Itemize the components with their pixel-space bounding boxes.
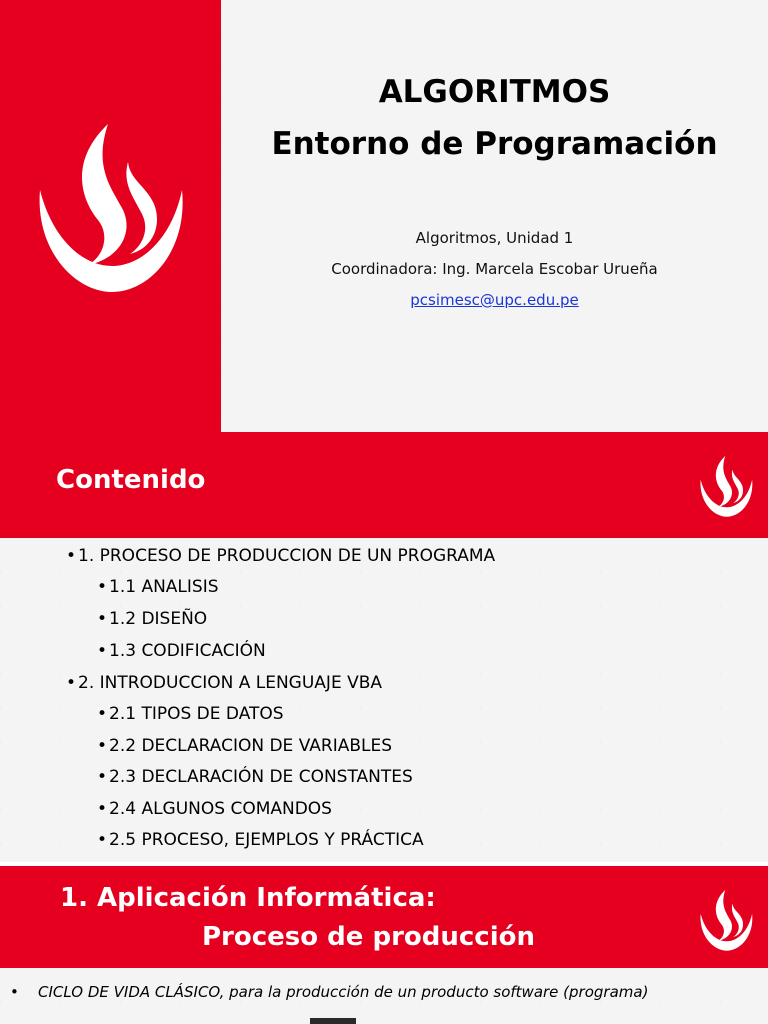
list-item: • 1. PROCESO DE PRODUCCION DE UN PROGRAMA [66, 546, 496, 566]
slide-heading-line1: 1. Aplicación Informática: [60, 883, 436, 913]
header-band [0, 432, 768, 538]
slide-subtitle: Entorno de Programación [271, 126, 718, 162]
coordinator-label: Coordinadora: Ing. Marcela Escobar Urueña [331, 260, 658, 278]
slide-background [221, 0, 768, 432]
course-label: Algoritmos, Unidad 1 [415, 229, 574, 247]
list-item: • 2. INTRODUCCION A LENGUAJE VBA [66, 673, 383, 693]
contents-body [0, 538, 768, 862]
header-band [0, 866, 768, 968]
process-body [0, 968, 768, 1024]
list-item: • 1.1 ANALISIS [97, 577, 219, 597]
process-slide [0, 866, 768, 1024]
slide-heading-line2: Proceso de producción [202, 922, 535, 952]
list-item: • 2.5 PROCESO, EJEMPLOS Y PRÁCTICA [97, 830, 424, 850]
list-item: • 2.1 TIPOS DE DATOS [97, 704, 284, 724]
list-item: • 2.4 ALGUNOS COMANDOS [97, 799, 332, 819]
contents-slide [0, 432, 768, 862]
upc-logo-icon [697, 454, 755, 520]
list-item: • 2.3 DECLARACIÓN DE CONSTANTES [97, 767, 413, 787]
email-link[interactable]: pcsimesc@upc.edu.pe [410, 291, 579, 309]
image-fragment [310, 1018, 356, 1024]
list-item: • 1.3 CODIFICACIÓN [97, 641, 266, 661]
upc-logo-icon [697, 888, 755, 954]
brand-panel [0, 0, 221, 432]
slide-heading: Contenido [56, 465, 206, 495]
list-item: • CICLO DE VIDA CLÁSICO, para la producción de un producto software (programa) [10, 983, 649, 1001]
list-item: • 2.2 DECLARACION DE VARIABLES [97, 736, 392, 756]
slide-title: ALGORITMOS [378, 74, 611, 110]
list-item: • 1.2 DISEÑO [97, 609, 208, 629]
title-slide [0, 0, 768, 432]
upc-logo-icon [30, 120, 190, 300]
